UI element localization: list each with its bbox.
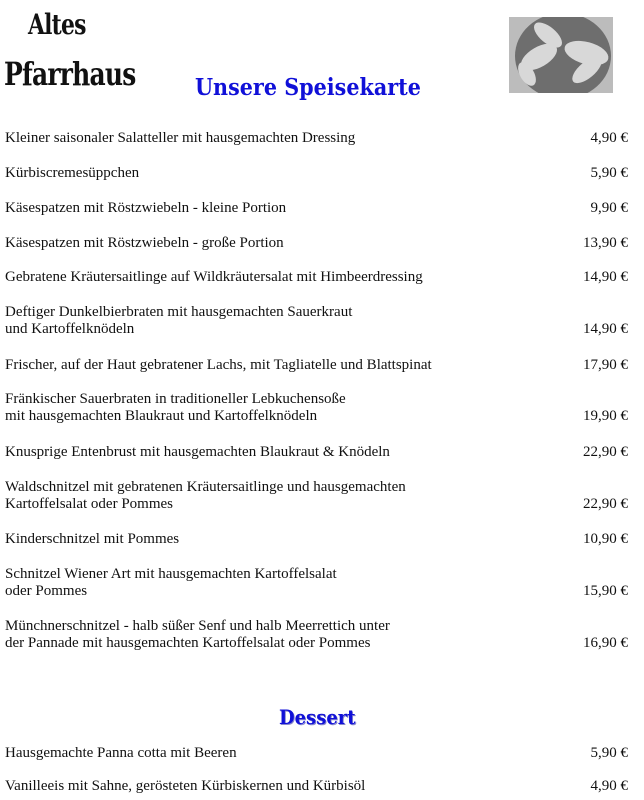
menu-item-price: 17,90 € [583,357,628,373]
menu-item-line: Knusprige Entenbrust mit hausgemachten Blaukraut & Knödeln [5,444,390,460]
dessert-heading: Dessert [279,705,356,729]
menu-item-price: 22,90 € [583,444,628,460]
menu-item-name [5,778,525,795]
menu-item-price: 16,90 € [583,635,628,651]
menu-item [5,165,628,182]
menu-item-name [5,304,525,338]
menu-item [5,531,628,548]
flower-photo [509,17,613,93]
menu-item-name [5,618,525,652]
menu-item-price: 19,90 € [583,408,628,424]
menu-item-line: Gebratene Kräutersaitlinge auf Wildkräutersalat mit Himbeerdressing [5,269,423,285]
menu-item-line: Käsespatzen mit Röstzwiebeln - große Portion [5,235,284,251]
menu-item-name [5,130,525,147]
menu-item-name [5,269,525,286]
menu-item [5,200,628,217]
menu-item [5,269,628,286]
menu-item-line: Waldschnitzel mit gebratenen Kräutersaitlinge und hausgemachten [5,479,406,495]
menu-item-price: 5,90 € [590,165,628,181]
menu-item-name [5,444,525,461]
page-title: Unsere Speisekarte [195,74,421,101]
menu-item [5,566,628,600]
menu-item-price: 13,90 € [583,235,628,251]
menu-item-name [5,531,525,548]
menu-item [5,618,628,652]
menu-item-price: 14,90 € [583,269,628,285]
menu-item-name [5,200,525,217]
menu-item-line: Hausgemachte Panna cotta mit Beeren [5,745,237,761]
logo-line-2: Pfarrhaus [4,55,136,93]
menu-item-line: Fränkischer Sauerbraten in traditioneller Lebkuchensoße [5,391,346,407]
menu-item-price: 5,90 € [590,745,628,761]
menu-item [5,357,628,374]
menu-item [5,391,628,425]
menu-item-price: 4,90 € [590,130,628,146]
menu-item-name [5,566,525,600]
menu-item-line: Kinderschnitzel mit Pommes [5,531,180,547]
logo-line-1: Altes [28,8,86,41]
menu-item-price: 14,90 € [583,321,628,337]
menu-item-line: Käsespatzen mit Röstzwiebeln - kleine Portion [5,200,287,216]
menu-item-name [5,235,525,252]
menu-item-line: Vanilleeis mit Sahne, gerösteten Kürbiskernen und Kürbisöl [5,778,366,794]
menu-item [5,304,628,338]
menu-item-price: 10,90 € [583,531,628,547]
menu-item-line: und Kartoffelknödeln [5,321,135,337]
menu-item-line: oder Pommes [5,583,88,599]
menu-item-name [5,745,525,762]
menu-item-line: Deftiger Dunkelbierbraten mit hausgemachten Sauerkraut [5,304,353,320]
menu-item [5,778,628,795]
menu-item-name [5,479,525,513]
menu-item-name [5,357,525,374]
menu-item-name [5,391,525,425]
menu-item-line: Kartoffelsalat oder Pommes [5,496,174,512]
menu-item-price: 4,90 € [590,778,628,794]
menu-item-line: Schnitzel Wiener Art mit hausgemachten Kartoffelsalat [5,566,337,582]
menu-item [5,444,628,461]
menu-item-line: Frischer, auf der Haut gebratener Lachs, mit Tagliatelle und Blattspinat [5,357,432,373]
menu-item [5,479,628,513]
menu-item [5,130,628,147]
menu-item [5,235,628,252]
menu-item-price: 15,90 € [583,583,628,599]
menu-item-line: der Pannade mit hausgemachten Kartoffelsalat oder Pommes [5,635,371,651]
menu-item-line: Kleiner saisonaler Salatteller mit hausgemachten Dressing [5,130,356,146]
menu-item-line: Kürbiscremesüppchen [5,165,140,181]
menu-item-price: 22,90 € [583,496,628,512]
menu-item [5,745,628,762]
menu-item-price: 9,90 € [590,200,628,216]
menu-item-line: Münchnerschnitzel - halb süßer Senf und halb Meerrettich unter [5,618,390,634]
menu-item-line: mit hausgemachten Blaukraut und Kartoffelknödeln [5,408,318,424]
menu-item-name [5,165,525,182]
